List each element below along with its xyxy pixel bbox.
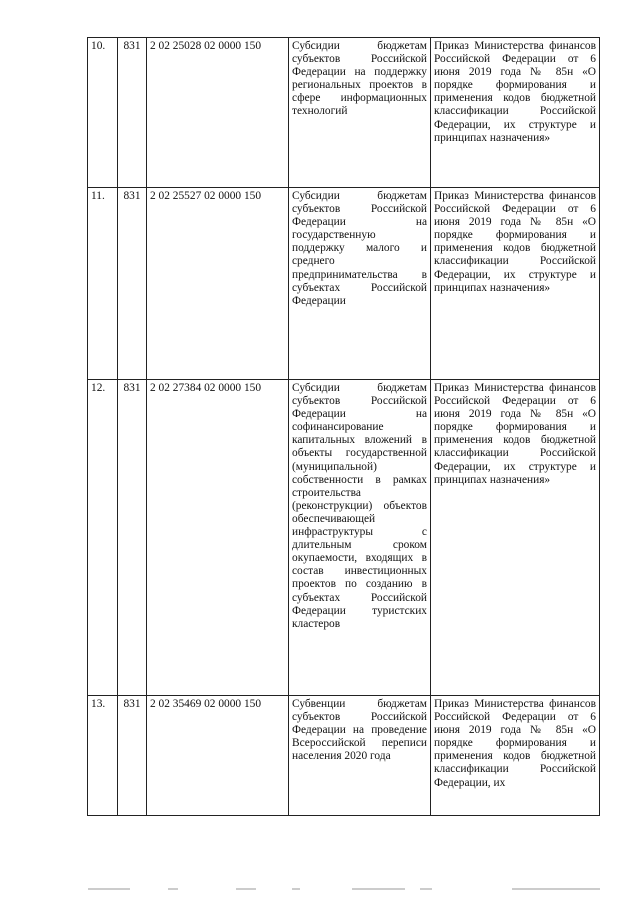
- administrator-code: 831: [118, 188, 147, 380]
- table-row: [88, 38, 600, 188]
- revenue-name: Субсидии бюджетам субъектов Российской Федерации на государственную поддержку малого и среднего предпринимательства в субъектах Российской Федерации: [289, 188, 431, 380]
- administrator-code: 831: [118, 38, 147, 188]
- legal-act: Приказ Министерства финансов Российской Федерации от 6 июня 2019 года № 85н «О порядке формирования и применения кодов бюджетной классификации Российской Федерации, их структуре и принципах назначения»: [431, 380, 600, 696]
- row-number: 11.: [88, 188, 118, 380]
- row-number: 12.: [88, 380, 118, 696]
- legal-act: Приказ Министерства финансов Российской Федерации от 6 июня 2019 года № 85н «О порядке формирования и применения кодов бюджетной классификации Российской Федерации, их: [431, 696, 600, 816]
- revenue-name: Субсидии бюджетам субъектов Российской Федерации на софинансирование капитальных вложений в объекты государственной (муниципальной) собственности в рамках строительства (реконструкции) объектов обеспечивающей инфраструктуры с длительным сроком окупаемости, входящих в состав инвестиционных проектов по созданию в субъектах Российской Федерации туристских кластеров: [289, 380, 431, 696]
- budget-classification-code: 2 02 25028 02 0000 150: [147, 38, 289, 188]
- legal-act: Приказ Министерства финансов Российской Федерации от 6 июня 2019 года № 85н «О порядке формирования и применения кодов бюджетной классификации Российской Федерации, их структуре и принципах назначения»: [431, 188, 600, 380]
- revenue-name: Субсидии бюджетам субъектов Российской Федерации на поддержку региональных проектов в сфере информационных технологий: [289, 38, 431, 188]
- table-row: [88, 380, 600, 696]
- budget-classification-code: 2 02 35469 02 0000 150: [147, 696, 289, 816]
- row-number: 10.: [88, 38, 118, 188]
- table-row: [88, 696, 600, 816]
- scan-artifact-strip: [0, 884, 640, 894]
- budget-classification-code: 2 02 25527 02 0000 150: [147, 188, 289, 380]
- administrator-code: 831: [118, 696, 147, 816]
- revenue-name: Субвенции бюджетам субъектов Российской Федерации на проведение Всероссийской переписи населения 2020 года: [289, 696, 431, 816]
- row-number: 13.: [88, 696, 118, 816]
- budget-classification-code: 2 02 27384 02 0000 150: [147, 380, 289, 696]
- legal-act: Приказ Министерства финансов Российской Федерации от 6 июня 2019 года № 85н «О порядке формирования и применения кодов бюджетной классификации Российской Федерации, их структуре и принципах назначения»: [431, 38, 600, 188]
- administrator-code: 831: [118, 380, 147, 696]
- budget-revenue-table: [87, 37, 600, 816]
- table-row: [88, 188, 600, 380]
